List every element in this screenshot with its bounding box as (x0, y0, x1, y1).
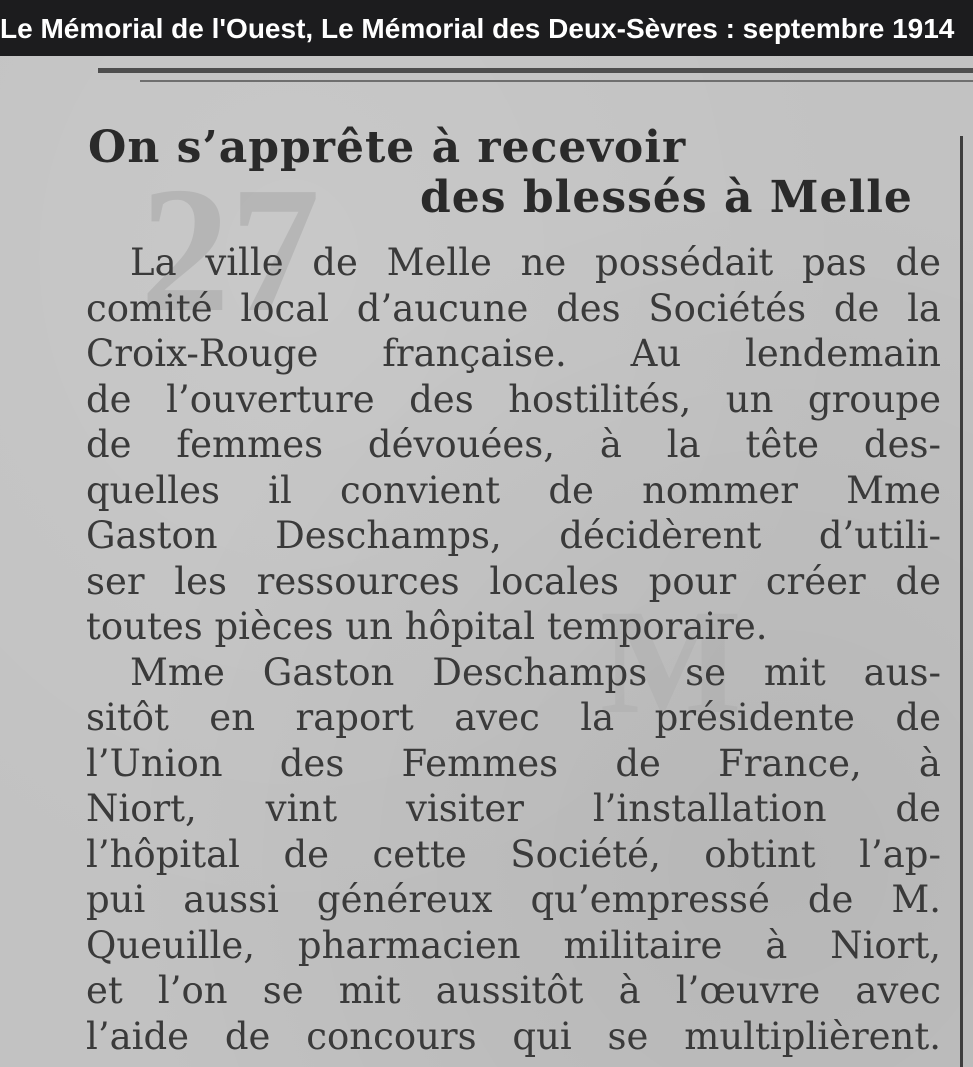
article-line: Croix-Rouge française. Au lendemain (86, 332, 941, 375)
headline-line-2: des blessés à Melle (420, 172, 913, 223)
article-line: l’hôpital de cette Société, obtint l’ap- (86, 832, 941, 876)
bleed-through-texture: 27 (140, 150, 320, 349)
top-rule-thin (140, 80, 973, 82)
bleed-through-texture: M (600, 579, 742, 745)
article-line: et l’on se mit aussitôt à l’œuvre avec (86, 969, 941, 1012)
article-line: Gaston Deschamps, décidèrent d’utili- (86, 514, 941, 557)
article-line: de l’ouverture des hostilités, un groupe (86, 377, 941, 421)
article-line: toutes pièces un hôpital temporaire. (86, 605, 768, 648)
headline-line-1: On s’apprête à recevoir (88, 122, 687, 173)
article-line: l’aide de concours qui se multiplièrent. (86, 1014, 941, 1058)
article-line: sitôt en raport avec la présidente de (86, 696, 941, 739)
article-line: Mme Gaston Deschamps se mit aus- (130, 650, 941, 694)
article-line: La ville de Melle ne possédait pas de (130, 241, 941, 284)
newspaper-clipping (0, 56, 973, 1067)
article-line: ser les ressources locales pour créer de (86, 559, 941, 603)
column-rule (960, 136, 963, 1067)
viewer-title-bar (0, 0, 973, 56)
article-line: l’Union des Femmes de France, à (86, 741, 941, 785)
document-title: Le Mémorial de l'Ouest, Le Mémorial des Deux-Sèvres : septembre 1914 (0, 13, 955, 44)
article-line: quelles il convient de nommer Mme (86, 468, 941, 512)
article-line: pui aussi généreux qu’empressé de M. (86, 878, 941, 921)
article-body (86, 240, 941, 1059)
top-rule (98, 68, 973, 73)
article-line: de femmes dévouées, à la tête des- (86, 423, 941, 466)
article-line: Queuille, pharmacien militaire à Niort, (86, 923, 941, 967)
article-line: Niort, vint visiter l’installation de (86, 787, 941, 830)
article-line: comité local d’aucune des Sociétés de la (86, 286, 941, 330)
